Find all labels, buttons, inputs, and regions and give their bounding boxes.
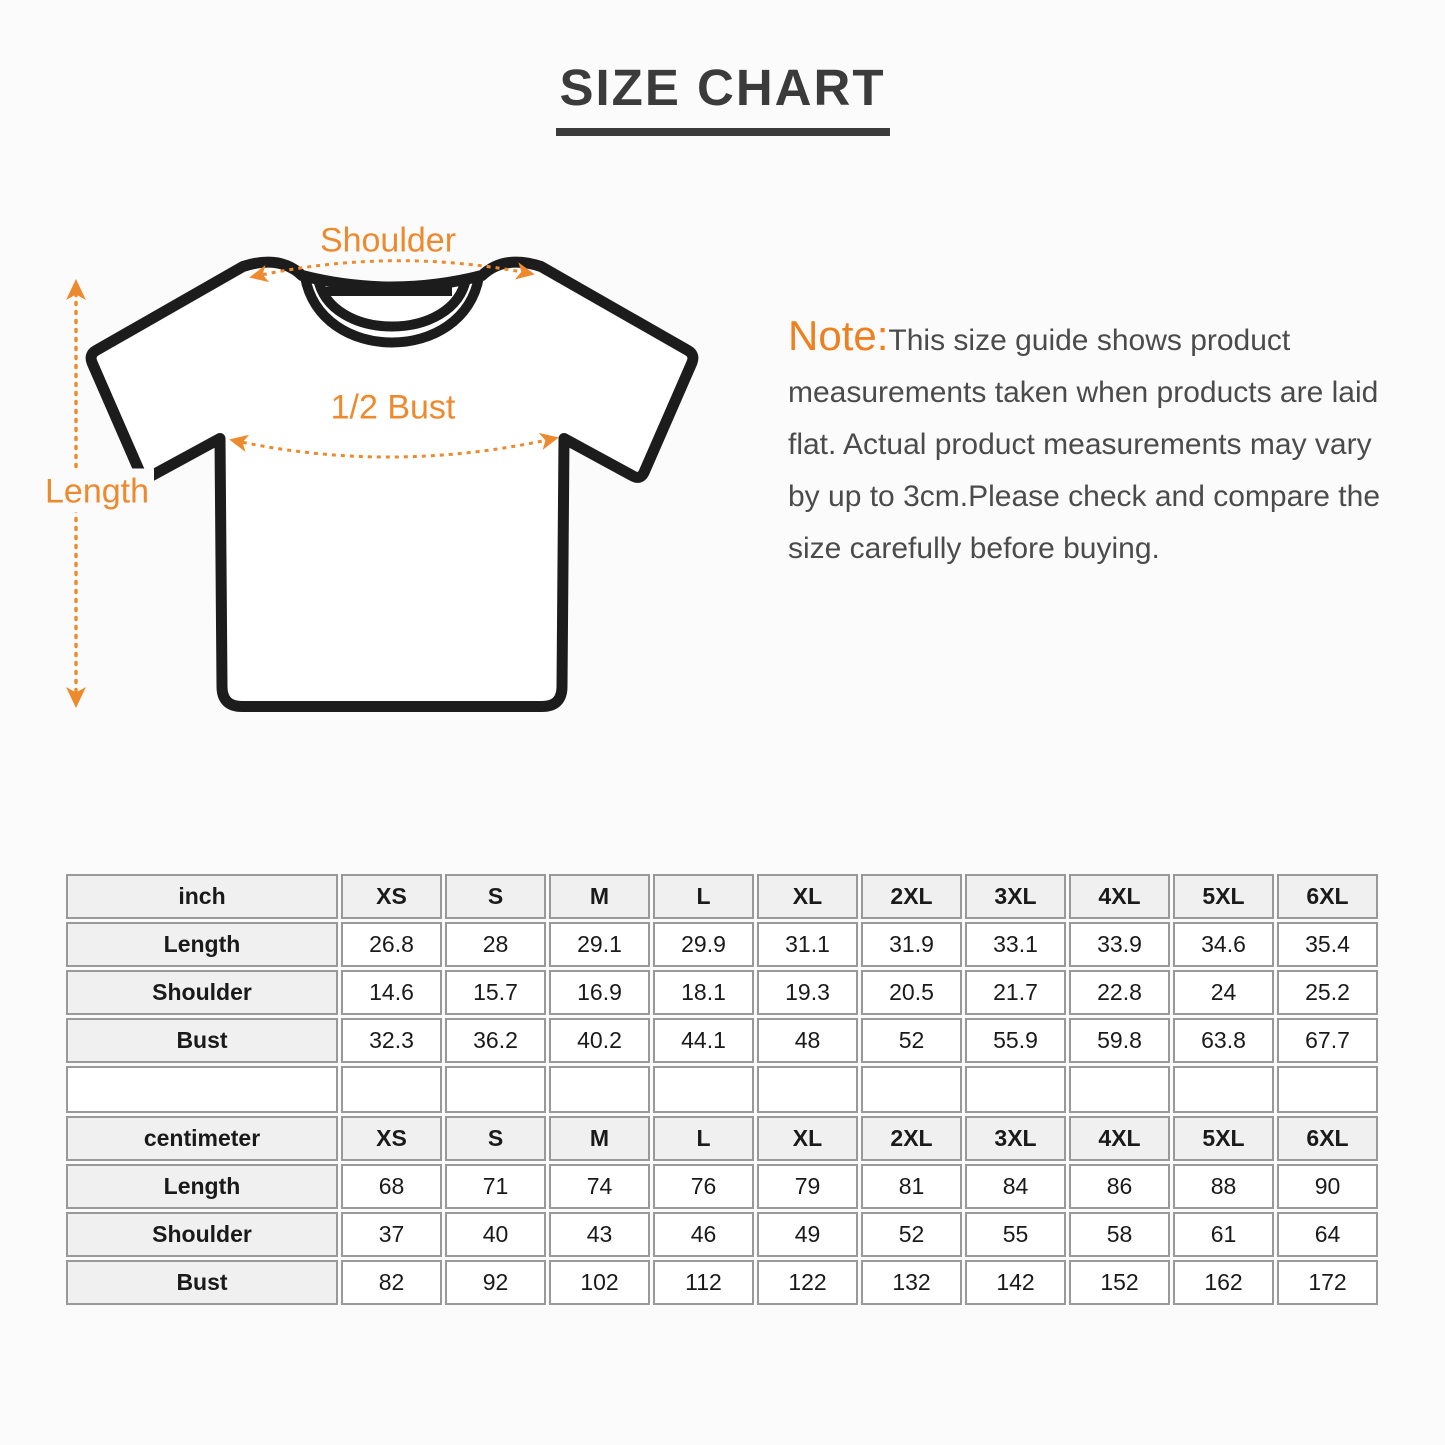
spacer-cell [341, 1066, 442, 1113]
measure-value: 48 [757, 1018, 858, 1063]
measure-label: Shoulder [66, 1212, 338, 1257]
measure-value: 32.3 [341, 1018, 442, 1063]
note-body: This size guide shows product measurements taken when products are laid flat. Actual product measurements may vary by up to 3cm.Please check and compare the size carefully before buying. [788, 324, 1381, 565]
measure-value: 52 [861, 1018, 962, 1063]
measure-value: 82 [341, 1260, 442, 1305]
size-tables [63, 871, 1381, 1308]
header-row [66, 874, 1378, 919]
measure-value: 86 [1069, 1164, 1170, 1209]
measure-value: 132 [861, 1260, 962, 1305]
size-column-header: XS [341, 1116, 442, 1161]
size-column-header: S [445, 874, 546, 919]
spacer-cell [1069, 1066, 1170, 1113]
measure-value: 63.8 [1173, 1018, 1274, 1063]
measure-value: 55.9 [965, 1018, 1066, 1063]
measure-value: 33.1 [965, 922, 1066, 967]
measure-value: 26.8 [341, 922, 442, 967]
size-column-header: L [653, 1116, 754, 1161]
spacer-cell [1277, 1066, 1378, 1113]
shoulder-label: Shoulder [319, 222, 457, 260]
size-column-header: 3XL [965, 1116, 1066, 1161]
measure-value: 58 [1069, 1212, 1170, 1257]
size-table [63, 871, 1381, 1308]
measure-value: 92 [445, 1260, 546, 1305]
measure-value: 102 [549, 1260, 650, 1305]
measure-value: 172 [1277, 1260, 1378, 1305]
measure-label: Bust [66, 1018, 338, 1063]
measure-label: Shoulder [66, 970, 338, 1015]
measure-value: 20.5 [861, 970, 962, 1015]
measure-value: 19.3 [757, 970, 858, 1015]
measure-value: 152 [1069, 1260, 1170, 1305]
measure-value: 31.9 [861, 922, 962, 967]
measure-label: Bust [66, 1260, 338, 1305]
unit-header: inch [66, 874, 338, 919]
size-column-header: 6XL [1277, 1116, 1378, 1161]
measure-label: Length [66, 922, 338, 967]
measure-value: 88 [1173, 1164, 1274, 1209]
measure-value: 46 [653, 1212, 754, 1257]
table-row [66, 970, 1378, 1015]
measure-value: 29.9 [653, 922, 754, 967]
measure-value: 15.7 [445, 970, 546, 1015]
measure-value: 21.7 [965, 970, 1066, 1015]
measure-value: 112 [653, 1260, 754, 1305]
title-wrap [0, 60, 1445, 136]
page-title: SIZE CHART [556, 60, 890, 136]
measure-value: 40.2 [549, 1018, 650, 1063]
measure-value: 68 [341, 1164, 442, 1209]
size-column-header: 3XL [965, 874, 1066, 919]
measure-value: 24 [1173, 970, 1274, 1015]
measure-value: 79 [757, 1164, 858, 1209]
spacer-cell [66, 1066, 338, 1113]
measure-value: 90 [1277, 1164, 1378, 1209]
size-column-header: 4XL [1069, 874, 1170, 919]
table-row [66, 1164, 1378, 1209]
table-row [66, 1018, 1378, 1063]
size-column-header: 2XL [861, 1116, 962, 1161]
header-row [66, 1116, 1378, 1161]
measure-label: Length [66, 1164, 338, 1209]
spacer-cell [549, 1066, 650, 1113]
measure-value: 16.9 [549, 970, 650, 1015]
measure-value: 34.6 [1173, 922, 1274, 967]
measure-value: 71 [445, 1164, 546, 1209]
measure-value: 64 [1277, 1212, 1378, 1257]
size-column-header: 4XL [1069, 1116, 1170, 1161]
measure-value: 22.8 [1069, 970, 1170, 1015]
note-label: Note: [788, 312, 889, 359]
measure-value: 36.2 [445, 1018, 546, 1063]
length-label: Length [45, 472, 149, 511]
tshirt-diagram-svg [40, 222, 740, 747]
measure-value: 122 [757, 1260, 858, 1305]
measure-value: 61 [1173, 1212, 1274, 1257]
spacer-cell [1173, 1066, 1274, 1113]
spacer-cell [861, 1066, 962, 1113]
size-column-header: XL [757, 1116, 858, 1161]
measure-value: 28 [445, 922, 546, 967]
size-column-header: 6XL [1277, 874, 1378, 919]
size-column-header: 5XL [1173, 874, 1274, 919]
size-column-header: M [549, 874, 650, 919]
measure-value: 35.4 [1277, 922, 1378, 967]
measure-value: 49 [757, 1212, 858, 1257]
measure-value: 33.9 [1069, 922, 1170, 967]
measure-value: 59.8 [1069, 1018, 1170, 1063]
note-paragraph [788, 310, 1396, 575]
measure-value: 25.2 [1277, 970, 1378, 1015]
spacer-cell [653, 1066, 754, 1113]
measure-value: 18.1 [653, 970, 754, 1015]
measure-value: 14.6 [341, 970, 442, 1015]
measure-value: 76 [653, 1164, 754, 1209]
spacer-cell [965, 1066, 1066, 1113]
measure-value: 67.7 [1277, 1018, 1378, 1063]
measure-value: 43 [549, 1212, 650, 1257]
size-column-header: S [445, 1116, 546, 1161]
measure-value: 84 [965, 1164, 1066, 1209]
measure-value: 37 [341, 1212, 442, 1257]
measure-value: 44.1 [653, 1018, 754, 1063]
measure-value: 31.1 [757, 922, 858, 967]
size-column-header: 2XL [861, 874, 962, 919]
unit-header: centimeter [66, 1116, 338, 1161]
table-row [66, 1260, 1378, 1305]
spacer-row [66, 1066, 1378, 1113]
spacer-cell [445, 1066, 546, 1113]
measure-value: 81 [861, 1164, 962, 1209]
bust-label: 1/2 Bust [330, 388, 456, 427]
measure-value: 40 [445, 1212, 546, 1257]
size-column-header: XL [757, 874, 858, 919]
table-row [66, 922, 1378, 967]
size-column-header: L [653, 874, 754, 919]
size-column-header: M [549, 1116, 650, 1161]
measure-value: 52 [861, 1212, 962, 1257]
spacer-cell [757, 1066, 858, 1113]
table-row [66, 1212, 1378, 1257]
measure-value: 142 [965, 1260, 1066, 1305]
measure-value: 74 [549, 1164, 650, 1209]
size-column-header: 5XL [1173, 1116, 1274, 1161]
measure-value: 55 [965, 1212, 1066, 1257]
tshirt-measurement-diagram [40, 222, 740, 747]
size-column-header: XS [341, 874, 442, 919]
measure-value: 29.1 [549, 922, 650, 967]
measure-value: 162 [1173, 1260, 1274, 1305]
